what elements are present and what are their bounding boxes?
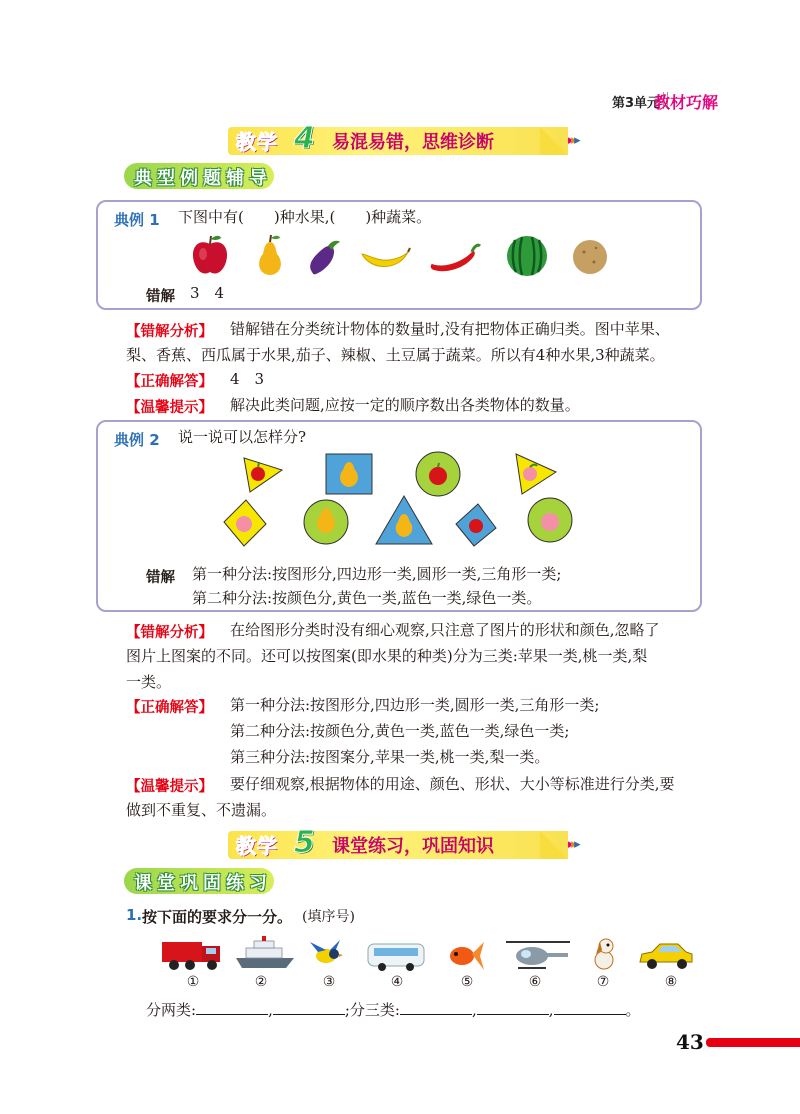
example-label-2: 典例 2 [114, 431, 160, 449]
circle-apple-icon [416, 452, 460, 496]
dog-icon [595, 939, 613, 969]
rhombus-apple-icon [456, 504, 496, 546]
answer-blank-1[interactable] [196, 1000, 268, 1015]
truck-icon [162, 942, 220, 970]
example-label-1: 典例 1 [114, 211, 160, 229]
subsection-title-practice: 课堂巩固练习 [124, 868, 280, 896]
tip-text-2b: 做到不重复、不遗漏。 [126, 801, 277, 819]
correct-answer-2b: 第二种分法:按颜色分,黄色一类,蓝色一类,绿色一类; [230, 722, 570, 740]
circle-peach-icon [528, 498, 572, 542]
analysis-text-1b: 梨、香蕉、西瓜属于水果,茄子、辣椒、土豆属于蔬菜。所以有4种水果,3种蔬菜。 [126, 346, 665, 364]
correct-answer-1: 4 3 [230, 370, 265, 388]
chili-pepper-icon [431, 245, 480, 271]
goldfish-icon [450, 942, 484, 970]
header-unit: 第3单元 [611, 96, 660, 111]
section-banner-5 [228, 825, 596, 862]
answer-blank-2[interactable] [273, 1000, 345, 1015]
tag-tip-2: 【温馨提示】 [126, 779, 213, 795]
banner-title: 课堂练习，巩固知识 [332, 836, 494, 857]
exercise-title-1: 按下面的要求分一分。 [142, 908, 293, 926]
tip-text-2a: 要仔细观察,根据物体的用途、颜色、形状、大小等标准进行分类,要 [230, 775, 675, 793]
subsection-title-examples: 典型例题辅导 [124, 163, 280, 191]
page-number-bar [706, 1038, 800, 1047]
ship-icon [236, 936, 294, 968]
item-marker-5: ⑤ [460, 974, 474, 990]
tip-text-1: 解决此类问题,应按一定的顺序数出各类物体的数量。 [230, 396, 580, 414]
correct-answer-2c: 第三种分法:按图案分,苹果一类,桃一类,梨一类。 [230, 748, 550, 766]
correct-answer-2a: 第一种分法:按图形分,四边形一类,圆形一类,三角形一类; [230, 696, 600, 714]
watermelon-icon [507, 236, 547, 276]
tag-wrong-analysis-2: 【错解分析】 [126, 625, 213, 641]
bird-icon [310, 940, 343, 963]
tag-tip-1: 【温馨提示】 [126, 400, 213, 416]
wrong-answer-label-2: 错解 [146, 570, 175, 586]
answer-line: 分两类: , ;分三类: , , 。 [146, 1001, 641, 1019]
triangle-peach-icon [516, 454, 556, 494]
triple-arrow-icon: ▸ ▸ ▸ [568, 133, 577, 148]
bus-icon [368, 944, 424, 971]
potato-icon [573, 240, 607, 274]
item-marker-6: ⑥ [528, 974, 542, 990]
wrong-answer-1: 3 4 [190, 284, 225, 302]
example-question-2: 说一说可以怎样分? [178, 428, 307, 446]
banner-number: 4 [294, 121, 315, 156]
page-number: 43 [676, 1030, 704, 1054]
analysis-text-2c: 一类。 [126, 673, 172, 691]
produce-illustration [188, 234, 608, 278]
example-question-1: 下图中有( )种水果,( )种蔬菜。 [178, 208, 432, 226]
analysis-text-2a: 在给图形分类时没有细心观察,只注意了图片的形状和颜色,忽略了 [230, 621, 660, 639]
banner-title: 易混易错，思维诊断 [332, 132, 494, 153]
item-marker-1: ① [186, 974, 200, 990]
car-icon [640, 944, 692, 969]
apple-icon [193, 236, 227, 274]
item-marker-2: ② [254, 974, 268, 990]
triangle-pear-icon [376, 496, 432, 544]
pear-icon [259, 235, 281, 275]
tag-correct-answer-1: 【正确解答】 [126, 374, 213, 390]
answer-blank-3[interactable] [400, 1000, 472, 1015]
circle-pear-icon [304, 500, 348, 544]
square-pear-icon [326, 454, 372, 494]
tag-correct-answer-2: 【正确解答】 [126, 700, 213, 716]
banana-icon [362, 248, 410, 267]
split-three-label: ;分三类: [344, 1001, 400, 1019]
objects-illustration [160, 936, 694, 972]
wrong-answer-2b: 第二种分法:按颜色分,黄色一类,蓝色一类,绿色一类。 [192, 589, 542, 607]
answer-blank-4[interactable] [477, 1000, 549, 1015]
analysis-text-2b: 图片上图案的不同。还可以按图案(即水果的种类)分为三类:苹果一类,桃一类,梨 [126, 647, 648, 665]
section-banner-4 [228, 121, 596, 158]
eggplant-icon [310, 241, 340, 275]
banner-label: 教学 [236, 130, 278, 154]
triangle-apple-icon [244, 458, 282, 492]
item-marker-4: ④ [390, 974, 404, 990]
item-marker-3: ③ [322, 974, 336, 990]
banner-label: 教学 [236, 834, 278, 858]
exercise-number-1: 1. [126, 906, 143, 924]
shapes-illustration [210, 448, 590, 550]
exercise-hint-1: (填序号) [302, 909, 355, 925]
item-marker-7: ⑦ [596, 974, 610, 990]
header-section: 教材巧解 [653, 93, 718, 112]
answer-blank-5[interactable] [554, 1000, 626, 1015]
split-two-label: 分两类: [146, 1001, 197, 1019]
wrong-answer-2a: 第一种分法:按图形分,四边形一类,圆形一类,三角形一类; [192, 565, 562, 583]
triple-arrow-icon: ▸ ▸ ▸ [568, 837, 577, 852]
tag-wrong-analysis-1: 【错解分析】 [126, 324, 213, 340]
helicopter-icon [506, 942, 570, 968]
rhombus-peach-icon [224, 500, 266, 546]
item-marker-8: ⑧ [664, 974, 678, 990]
wrong-answer-label-1: 错解 [146, 289, 175, 305]
banner-number: 5 [294, 825, 315, 860]
analysis-text-1a: 错解错在分类统计物体的数量时,没有把物体正确归类。图中苹果、 [230, 320, 670, 338]
